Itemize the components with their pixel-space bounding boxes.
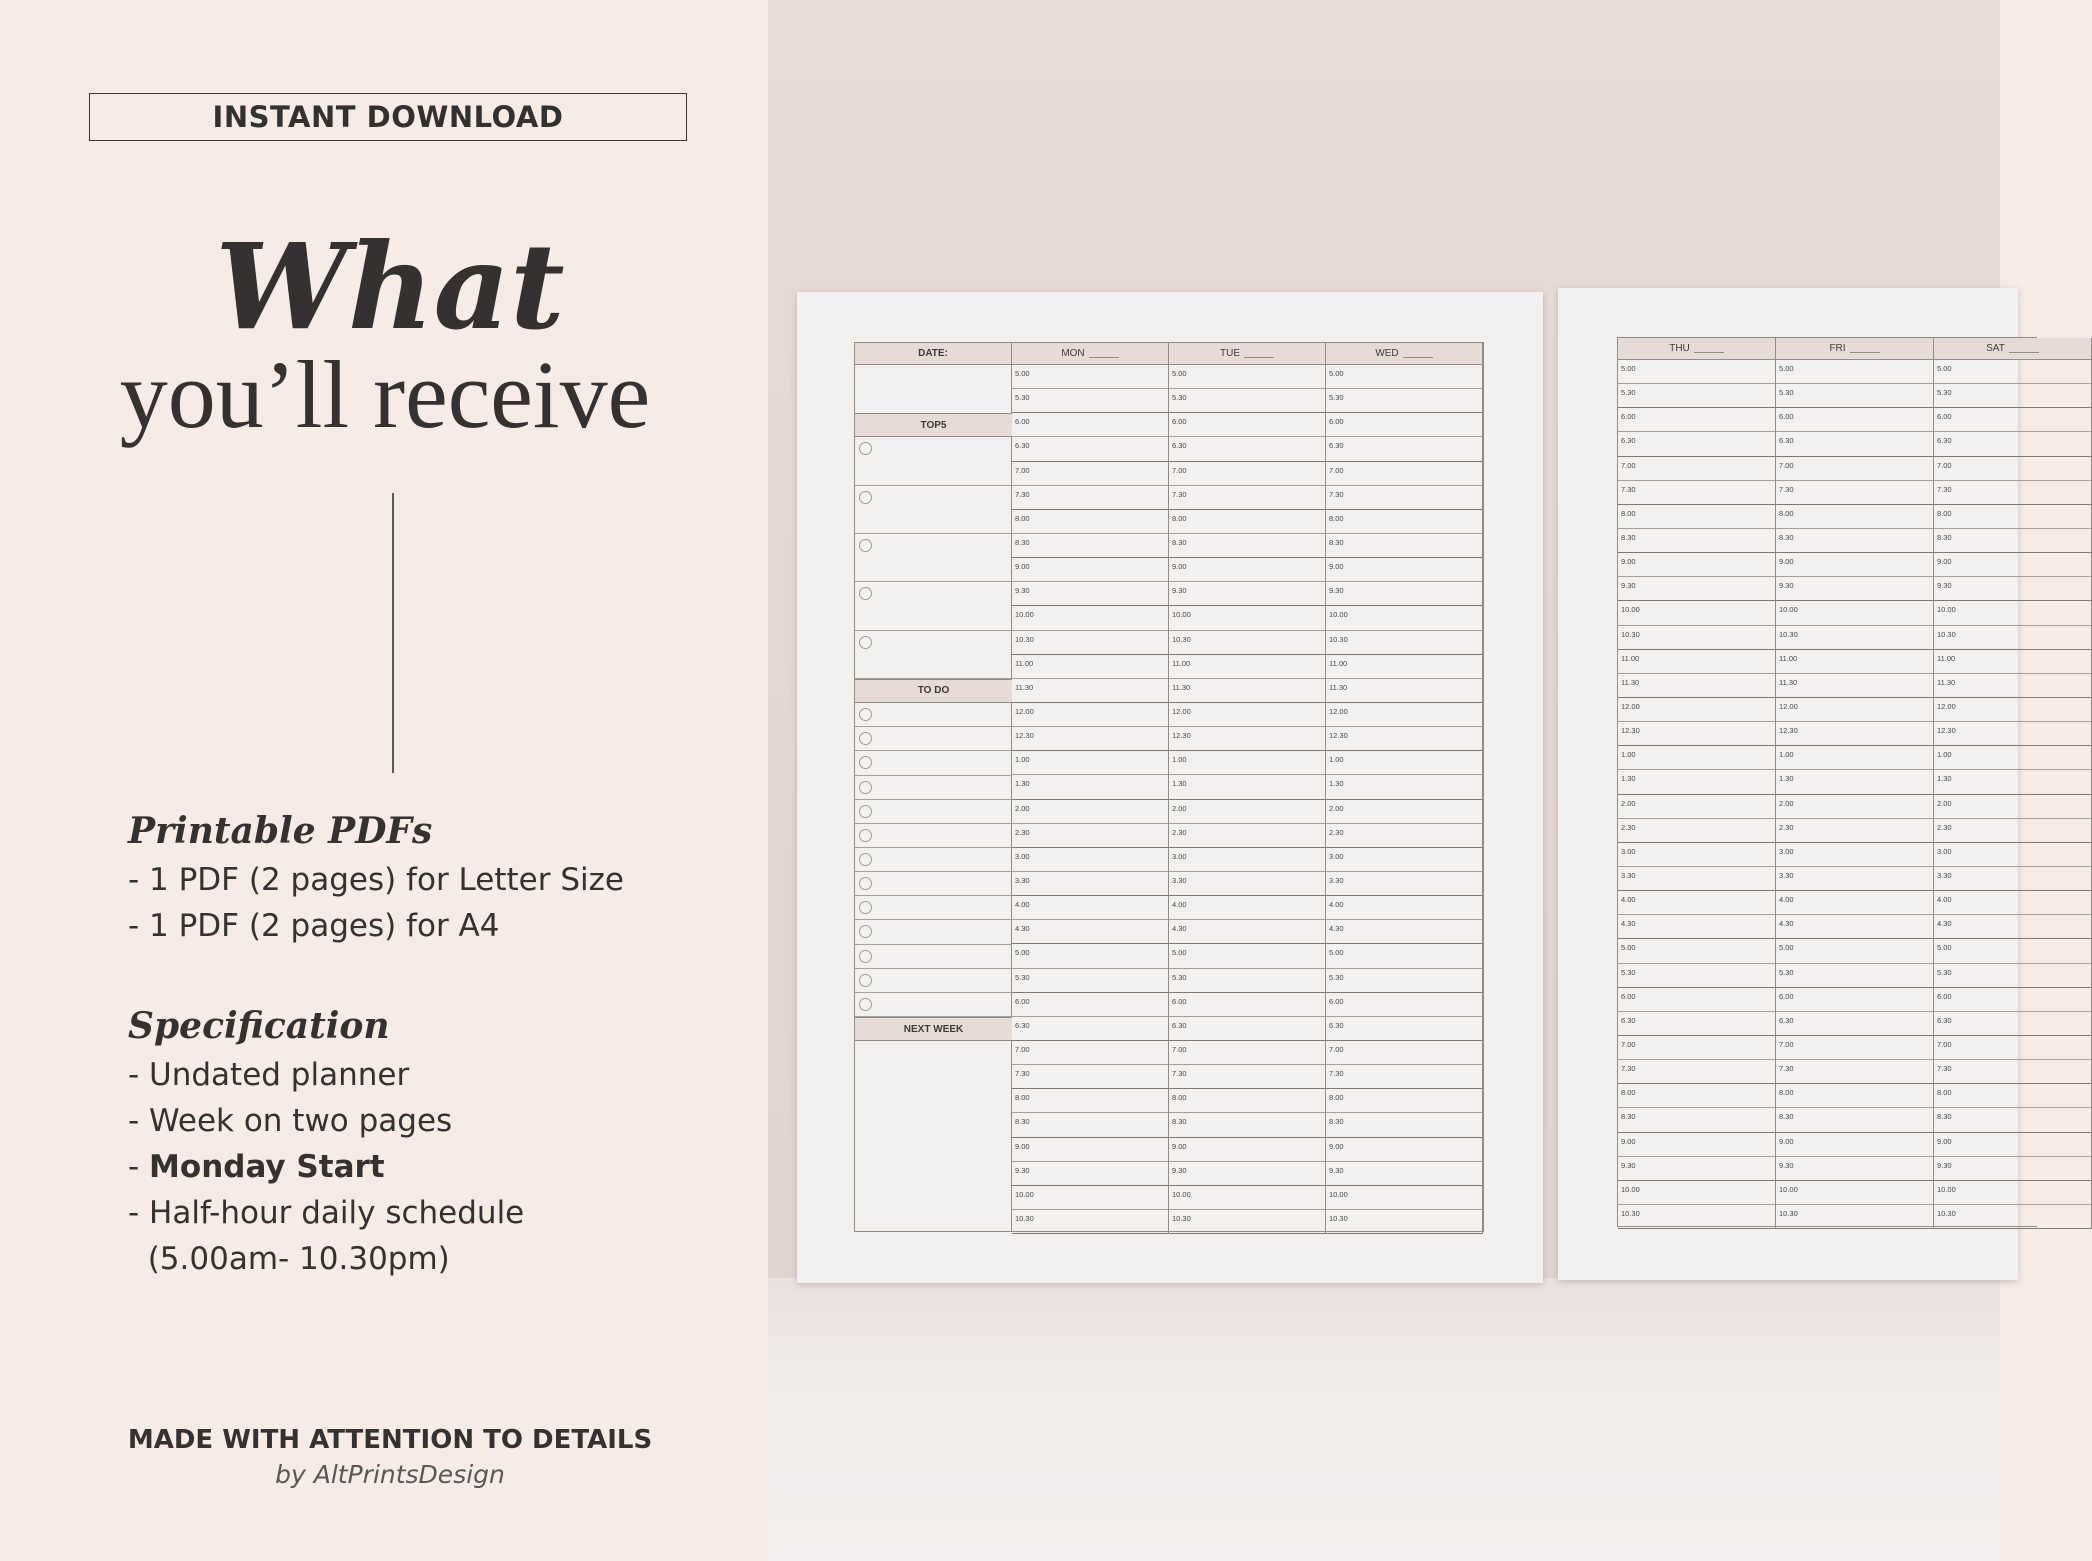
day-label: WED: [1375, 348, 1399, 359]
time-slot[interactable]: 8.00: [1776, 1084, 1933, 1108]
time-slot[interactable]: 5.30: [1169, 969, 1325, 993]
time-slot[interactable]: 2.30: [1934, 819, 2091, 843]
footer-made-with: MADE WITH ATTENTION TO DETAILS: [127, 1425, 653, 1455]
spec-half-hour-line: - Half-hour daily schedule: [128, 1195, 525, 1231]
day-label: FRI: [1829, 343, 1846, 354]
time-slot[interactable]: 10.00: [1618, 601, 1775, 625]
time-slot[interactable]: 2.30: [1012, 824, 1168, 848]
time-slot[interactable]: 1.00: [1776, 746, 1933, 770]
time-slot[interactable]: 12.00: [1618, 698, 1775, 722]
time-slot[interactable]: 10.30: [1326, 1210, 1482, 1234]
time-slot[interactable]: 7.00: [1618, 457, 1775, 481]
time-slot[interactable]: 9.00: [1012, 1138, 1168, 1162]
time-slot[interactable]: 4.00: [1012, 896, 1168, 920]
time-slot[interactable]: 3.00: [1012, 848, 1168, 872]
time-slot[interactable]: 2.00: [1326, 800, 1482, 824]
time-slot[interactable]: 6.00: [1326, 993, 1482, 1017]
time-slot[interactable]: 7.00: [1776, 457, 1933, 481]
planner-page-1: [797, 292, 1543, 1283]
day-label: TUE: [1220, 348, 1240, 359]
planner-grid-1: [854, 342, 1484, 1232]
time-slot[interactable]: 10.30: [1169, 631, 1325, 655]
time-slot[interactable]: 1.00: [1326, 751, 1482, 775]
time-slot[interactable]: 10.30: [1618, 1205, 1775, 1229]
time-slot[interactable]: 8.00: [1012, 1089, 1168, 1113]
time-slot[interactable]: 6.30: [1169, 1017, 1325, 1041]
side-section-top5: TOP5: [855, 413, 1012, 437]
time-slot[interactable]: 3.30: [1776, 867, 1933, 891]
time-slot[interactable]: 6.00: [1169, 993, 1325, 1017]
time-slot[interactable]: 1.30: [1618, 770, 1775, 794]
time-slot[interactable]: 4.00: [1169, 896, 1325, 920]
time-slot[interactable]: 8.00: [1618, 505, 1775, 529]
time-slot[interactable]: 1.30: [1326, 775, 1482, 799]
time-slot[interactable]: 4.30: [1326, 920, 1482, 944]
time-slot[interactable]: 3.00: [1934, 843, 2091, 867]
time-slot[interactable]: 3.30: [1326, 872, 1482, 896]
time-slot[interactable]: 11.00: [1776, 650, 1933, 674]
todo-row-line: [855, 919, 1012, 920]
todo-row-line: [855, 895, 1012, 896]
time-slot[interactable]: 1.00: [1012, 751, 1168, 775]
time-slot[interactable]: 8.30: [1776, 529, 1933, 553]
time-slot[interactable]: 6.00: [1776, 408, 1933, 432]
time-slot[interactable]: 6.00: [1012, 413, 1168, 437]
instant-download-badge: INSTANT DOWNLOAD: [89, 93, 687, 141]
time-slot[interactable]: 8.30: [1934, 1108, 2091, 1132]
time-slot[interactable]: 8.30: [1618, 1108, 1775, 1132]
time-slot[interactable]: 10.00: [1934, 1181, 2091, 1205]
time-slot[interactable]: 7.30: [1169, 486, 1325, 510]
time-slot[interactable]: 2.00: [1169, 800, 1325, 824]
planner-page-2: [1558, 288, 2018, 1280]
time-slot[interactable]: 9.00: [1326, 1138, 1482, 1162]
specification-title: Specification: [128, 1005, 390, 1047]
time-slot[interactable]: 9.00: [1934, 553, 2091, 577]
time-slot[interactable]: 6.30: [1326, 1017, 1482, 1041]
date-write-line: [1244, 349, 1274, 358]
time-slot[interactable]: 10.30: [1618, 626, 1775, 650]
pdf-a4-line: - 1 PDF (2 pages) for A4: [128, 908, 500, 944]
time-slot[interactable]: 9.30: [1012, 1162, 1168, 1186]
day-column-fri: [1776, 360, 1934, 1229]
time-slot[interactable]: 7.00: [1326, 1041, 1482, 1065]
time-slot[interactable]: 9.00: [1169, 558, 1325, 582]
time-slot[interactable]: 10.00: [1326, 606, 1482, 630]
time-slot[interactable]: 2.00: [1618, 795, 1775, 819]
time-slot[interactable]: 11.00: [1012, 655, 1168, 679]
time-slot[interactable]: 5.00: [1776, 360, 1933, 384]
time-slot[interactable]: 6.30: [1012, 437, 1168, 461]
day-column-thu: [1618, 360, 1776, 1229]
time-slot[interactable]: 8.30: [1012, 534, 1168, 558]
time-slot[interactable]: 8.00: [1934, 505, 2091, 529]
time-slot[interactable]: 5.00: [1326, 365, 1482, 389]
time-slot[interactable]: 7.30: [1934, 481, 2091, 505]
time-slot[interactable]: 9.00: [1934, 1133, 2091, 1157]
time-slot[interactable]: 8.00: [1169, 1089, 1325, 1113]
spec-monday-line: [128, 1149, 385, 1185]
time-slot[interactable]: 6.00: [1169, 413, 1325, 437]
time-slot[interactable]: 10.30: [1012, 631, 1168, 655]
time-slot[interactable]: 9.30: [1618, 577, 1775, 601]
todo-checkbox[interactable]: [859, 853, 872, 866]
top5-row-line: [855, 630, 1012, 631]
time-slot[interactable]: 11.30: [1012, 679, 1168, 703]
time-slot[interactable]: 1.30: [1012, 775, 1168, 799]
time-slot[interactable]: 6.30: [1934, 432, 2091, 456]
time-slot[interactable]: 4.30: [1776, 915, 1933, 939]
time-slot[interactable]: 12.00: [1776, 698, 1933, 722]
time-slot[interactable]: 10.00: [1169, 1186, 1325, 1210]
time-slot[interactable]: 6.00: [1776, 988, 1933, 1012]
time-slot[interactable]: 7.00: [1776, 1036, 1933, 1060]
time-slot[interactable]: 4.00: [1776, 891, 1933, 915]
spec-week-line: - Week on two pages: [128, 1103, 453, 1139]
time-slot[interactable]: 3.00: [1169, 848, 1325, 872]
headline-what: What: [215, 217, 565, 356]
day-column-tue: [1169, 365, 1326, 1234]
day-header-fri: [1776, 338, 1934, 360]
time-slot[interactable]: 9.00: [1326, 558, 1482, 582]
time-slot[interactable]: 5.00: [1934, 360, 2091, 384]
todo-checkbox[interactable]: [859, 950, 872, 963]
time-slot[interactable]: 8.00: [1326, 510, 1482, 534]
time-slot[interactable]: 9.30: [1618, 1157, 1775, 1181]
time-slot[interactable]: 9.00: [1012, 558, 1168, 582]
time-slot[interactable]: 2.00: [1012, 800, 1168, 824]
time-slot[interactable]: 4.00: [1618, 891, 1775, 915]
time-slot[interactable]: 1.00: [1169, 751, 1325, 775]
time-slot[interactable]: 5.00: [1012, 944, 1168, 968]
date-write-line: [1089, 349, 1119, 358]
time-slot[interactable]: 5.00: [1934, 939, 2091, 963]
time-slot[interactable]: 6.30: [1326, 437, 1482, 461]
time-slot[interactable]: 5.00: [1169, 944, 1325, 968]
time-slot[interactable]: 6.30: [1776, 1012, 1933, 1036]
time-slot[interactable]: 9.00: [1618, 553, 1775, 577]
time-slot[interactable]: 10.00: [1618, 1181, 1775, 1205]
time-slot[interactable]: 6.30: [1776, 432, 1933, 456]
time-slot[interactable]: 8.30: [1934, 529, 2091, 553]
time-slot[interactable]: 6.30: [1012, 1017, 1168, 1041]
time-slot[interactable]: 10.30: [1326, 631, 1482, 655]
time-slot[interactable]: 3.30: [1934, 867, 2091, 891]
time-slot[interactable]: 7.00: [1326, 462, 1482, 486]
time-slot[interactable]: 7.00: [1934, 457, 2091, 481]
time-slot[interactable]: 10.00: [1012, 606, 1168, 630]
todo-row-line: [855, 799, 1012, 800]
time-slot[interactable]: 9.30: [1934, 1157, 2091, 1181]
time-slot[interactable]: 7.30: [1326, 1065, 1482, 1089]
time-slot[interactable]: 7.30: [1618, 1060, 1775, 1084]
time-slot[interactable]: 6.00: [1934, 988, 2091, 1012]
todo-checkbox[interactable]: [859, 998, 872, 1011]
time-slot[interactable]: 8.30: [1326, 534, 1482, 558]
date-label: DATE:: [918, 348, 948, 359]
day-label: MON: [1061, 348, 1085, 359]
time-slot[interactable]: 9.00: [1169, 1138, 1325, 1162]
spec-time-range-line: (5.00am- 10.30pm): [128, 1241, 450, 1277]
time-slot[interactable]: 11.00: [1326, 655, 1482, 679]
time-slot[interactable]: 3.30: [1012, 872, 1168, 896]
todo-row-line: [855, 823, 1012, 824]
todo-row-line: [855, 726, 1012, 727]
todo-row-line: [855, 968, 1012, 969]
time-slot[interactable]: 6.00: [1934, 408, 2091, 432]
todo-row-line: [855, 871, 1012, 872]
time-slot[interactable]: 7.30: [1169, 1065, 1325, 1089]
time-slot[interactable]: 9.30: [1326, 1162, 1482, 1186]
time-slot[interactable]: 12.30: [1326, 727, 1482, 751]
time-slot[interactable]: 5.30: [1012, 969, 1168, 993]
time-slot[interactable]: 7.30: [1934, 1060, 2091, 1084]
time-slot[interactable]: 8.00: [1776, 505, 1933, 529]
top5-checkbox[interactable]: [859, 539, 872, 552]
time-slot[interactable]: 1.00: [1934, 746, 2091, 770]
time-slot[interactable]: 8.30: [1776, 1108, 1933, 1132]
time-slot[interactable]: 12.30: [1618, 722, 1775, 746]
time-slot[interactable]: 11.00: [1169, 655, 1325, 679]
time-slot[interactable]: 6.30: [1169, 437, 1325, 461]
time-slot[interactable]: 2.30: [1776, 819, 1933, 843]
top5-checkbox[interactable]: [859, 636, 872, 649]
todo-row-line: [855, 750, 1012, 751]
time-slot[interactable]: 9.30: [1934, 577, 2091, 601]
time-slot[interactable]: 5.30: [1326, 389, 1482, 413]
time-slot[interactable]: 12.30: [1776, 722, 1933, 746]
time-slot[interactable]: 5.00: [1012, 365, 1168, 389]
day-column-mon: [1012, 365, 1169, 1234]
time-slot[interactable]: 5.00: [1618, 360, 1775, 384]
time-slot[interactable]: 11.30: [1934, 674, 2091, 698]
side-section-to-do: TO DO: [855, 679, 1012, 703]
time-slot[interactable]: 12.00: [1326, 703, 1482, 727]
time-slot[interactable]: 7.00: [1934, 1036, 2091, 1060]
time-slot[interactable]: 8.00: [1934, 1084, 2091, 1108]
time-slot[interactable]: 10.30: [1169, 1210, 1325, 1234]
day-header-tue: [1169, 343, 1326, 365]
time-slot[interactable]: 1.30: [1934, 770, 2091, 794]
time-slot[interactable]: 2.30: [1169, 824, 1325, 848]
top5-checkbox[interactable]: [859, 491, 872, 504]
date-write-line: [1694, 344, 1724, 353]
time-slot[interactable]: 10.30: [1012, 1210, 1168, 1234]
time-slot[interactable]: 8.30: [1326, 1113, 1482, 1137]
time-slot[interactable]: 1.30: [1776, 770, 1933, 794]
time-slot[interactable]: 6.30: [1618, 432, 1775, 456]
time-slot[interactable]: 7.30: [1012, 486, 1168, 510]
day-column-wed: [1326, 365, 1483, 1234]
time-slot[interactable]: 7.30: [1326, 486, 1482, 510]
time-slot[interactable]: 9.30: [1326, 582, 1482, 606]
time-slot[interactable]: 12.00: [1012, 703, 1168, 727]
time-slot[interactable]: 10.00: [1934, 601, 2091, 625]
time-slot[interactable]: 3.00: [1618, 843, 1775, 867]
todo-row-line: [855, 992, 1012, 993]
time-slot[interactable]: 5.30: [1776, 964, 1933, 988]
time-slot[interactable]: 5.00: [1618, 939, 1775, 963]
time-slot[interactable]: 2.00: [1776, 795, 1933, 819]
time-slot[interactable]: 8.00: [1012, 510, 1168, 534]
time-slot[interactable]: 7.00: [1618, 1036, 1775, 1060]
time-slot[interactable]: 6.00: [1326, 413, 1482, 437]
time-slot[interactable]: 1.30: [1169, 775, 1325, 799]
time-slot[interactable]: 5.30: [1934, 384, 2091, 408]
time-slot[interactable]: 2.00: [1934, 795, 2091, 819]
pdf-letter-line: - 1 PDF (2 pages) for Letter Size: [128, 862, 624, 898]
todo-row-line: [855, 775, 1012, 776]
time-slot[interactable]: 4.30: [1618, 915, 1775, 939]
time-slot[interactable]: 11.30: [1326, 679, 1482, 703]
day-header-wed: [1326, 343, 1483, 365]
time-slot[interactable]: 4.30: [1012, 920, 1168, 944]
info-panel: [0, 0, 768, 1561]
day-label: THU: [1669, 343, 1690, 354]
time-slot[interactable]: 10.30: [1934, 626, 2091, 650]
time-slot[interactable]: 2.30: [1326, 824, 1482, 848]
time-slot[interactable]: 2.30: [1618, 819, 1775, 843]
time-slot[interactable]: 3.30: [1618, 867, 1775, 891]
time-slot[interactable]: 9.30: [1169, 582, 1325, 606]
top5-row-line: [855, 678, 1012, 679]
time-slot[interactable]: 12.30: [1012, 727, 1168, 751]
day-label: SAT: [1986, 343, 2005, 354]
side-section-next-week: NEXT WEEK: [855, 1017, 1012, 1041]
time-slot[interactable]: 12.30: [1934, 722, 2091, 746]
time-slot[interactable]: 11.30: [1776, 674, 1933, 698]
time-slot[interactable]: 8.30: [1169, 534, 1325, 558]
todo-checkbox[interactable]: [859, 781, 872, 794]
day-header-thu: [1618, 338, 1776, 360]
time-slot[interactable]: 9.30: [1776, 1157, 1933, 1181]
time-slot[interactable]: 10.30: [1776, 1205, 1933, 1229]
time-slot[interactable]: 12.00: [1934, 698, 2091, 722]
spec-monday-prefix: -: [128, 1149, 150, 1185]
time-slot[interactable]: 7.30: [1776, 481, 1933, 505]
time-slot[interactable]: 5.00: [1776, 939, 1933, 963]
time-slot[interactable]: 9.30: [1776, 577, 1933, 601]
time-slot[interactable]: 1.00: [1618, 746, 1775, 770]
time-slot[interactable]: 9.30: [1169, 1162, 1325, 1186]
headline-receive: you’ll receive: [119, 341, 651, 448]
time-slot[interactable]: 9.00: [1618, 1133, 1775, 1157]
time-slot[interactable]: 6.00: [1618, 988, 1775, 1012]
time-slot[interactable]: 8.00: [1169, 510, 1325, 534]
time-slot[interactable]: 4.30: [1934, 915, 2091, 939]
time-slot[interactable]: 5.30: [1169, 389, 1325, 413]
time-slot[interactable]: 3.00: [1326, 848, 1482, 872]
time-slot[interactable]: 10.00: [1326, 1186, 1482, 1210]
time-slot[interactable]: 4.00: [1934, 891, 2091, 915]
time-slot[interactable]: 7.00: [1012, 1041, 1168, 1065]
time-slot[interactable]: 10.00: [1012, 1186, 1168, 1210]
date-write-line: [1403, 349, 1433, 358]
shelf-surface: [768, 1278, 2000, 1561]
time-slot[interactable]: 11.00: [1934, 650, 2091, 674]
time-slot[interactable]: 6.00: [1012, 993, 1168, 1017]
date-write-line: [1850, 344, 1880, 353]
todo-checkbox[interactable]: [859, 974, 872, 987]
time-slot[interactable]: 8.00: [1618, 1084, 1775, 1108]
time-slot[interactable]: 11.30: [1618, 674, 1775, 698]
spec-monday-bold: Monday Start: [149, 1149, 385, 1185]
todo-checkbox[interactable]: [859, 829, 872, 842]
time-slot[interactable]: 10.30: [1934, 1205, 2091, 1229]
time-slot[interactable]: 7.00: [1169, 462, 1325, 486]
time-slot[interactable]: 7.00: [1169, 1041, 1325, 1065]
top5-row-line: [855, 533, 1012, 534]
time-slot[interactable]: 11.30: [1169, 679, 1325, 703]
time-slot[interactable]: 9.00: [1776, 1133, 1933, 1157]
time-slot[interactable]: 6.30: [1934, 1012, 2091, 1036]
time-slot[interactable]: 5.30: [1934, 964, 2091, 988]
time-slot[interactable]: 10.00: [1776, 1181, 1933, 1205]
time-slot[interactable]: 8.00: [1326, 1089, 1482, 1113]
time-slot[interactable]: 7.30: [1618, 481, 1775, 505]
printable-pdfs-title: Printable PDFs: [128, 810, 433, 852]
day-header-sat: [1934, 338, 2092, 360]
todo-checkbox[interactable]: [859, 708, 872, 721]
todo-row-line: [855, 847, 1012, 848]
time-slot[interactable]: 10.30: [1776, 626, 1933, 650]
time-slot[interactable]: 12.00: [1169, 703, 1325, 727]
time-slot[interactable]: 4.30: [1169, 920, 1325, 944]
time-slot[interactable]: 7.00: [1012, 462, 1168, 486]
todo-row-line: [855, 1016, 1012, 1017]
time-slot[interactable]: 5.00: [1169, 365, 1325, 389]
time-slot[interactable]: 5.30: [1776, 384, 1933, 408]
day-header-mon: [1012, 343, 1169, 365]
time-slot[interactable]: 5.30: [1012, 389, 1168, 413]
date-header: [855, 343, 1012, 365]
time-slot[interactable]: 3.00: [1776, 843, 1933, 867]
vertical-divider: [392, 493, 394, 773]
todo-row-line: [855, 944, 1012, 945]
date-write-line: [2009, 344, 2039, 353]
spec-undated-line: - Undated planner: [128, 1057, 410, 1093]
footer-brand: by AltPrintsDesign: [275, 1460, 505, 1489]
time-slot[interactable]: 3.30: [1169, 872, 1325, 896]
time-slot[interactable]: 5.30: [1618, 964, 1775, 988]
time-slot[interactable]: 9.30: [1012, 582, 1168, 606]
time-slot[interactable]: 11.00: [1618, 650, 1775, 674]
todo-checkbox[interactable]: [859, 805, 872, 818]
time-slot[interactable]: 8.30: [1169, 1113, 1325, 1137]
time-slot[interactable]: 7.30: [1012, 1065, 1168, 1089]
time-slot[interactable]: 7.30: [1776, 1060, 1933, 1084]
time-slot[interactable]: 10.00: [1776, 601, 1933, 625]
day-column-sat: [1934, 360, 2092, 1229]
time-slot[interactable]: 9.00: [1776, 553, 1933, 577]
time-slot[interactable]: 5.30: [1326, 969, 1482, 993]
time-slot[interactable]: 8.30: [1618, 529, 1775, 553]
time-slot[interactable]: 5.00: [1326, 944, 1482, 968]
time-slot[interactable]: 10.00: [1169, 606, 1325, 630]
time-slot[interactable]: 6.00: [1618, 408, 1775, 432]
time-slot[interactable]: 8.30: [1012, 1113, 1168, 1137]
time-slot[interactable]: 5.30: [1618, 384, 1775, 408]
time-slot[interactable]: 4.00: [1326, 896, 1482, 920]
planner-grid-2: [1617, 337, 2037, 1227]
time-slot[interactable]: 6.30: [1618, 1012, 1775, 1036]
top5-row-line: [855, 581, 1012, 582]
time-slot[interactable]: 12.30: [1169, 727, 1325, 751]
top5-row-line: [855, 485, 1012, 486]
